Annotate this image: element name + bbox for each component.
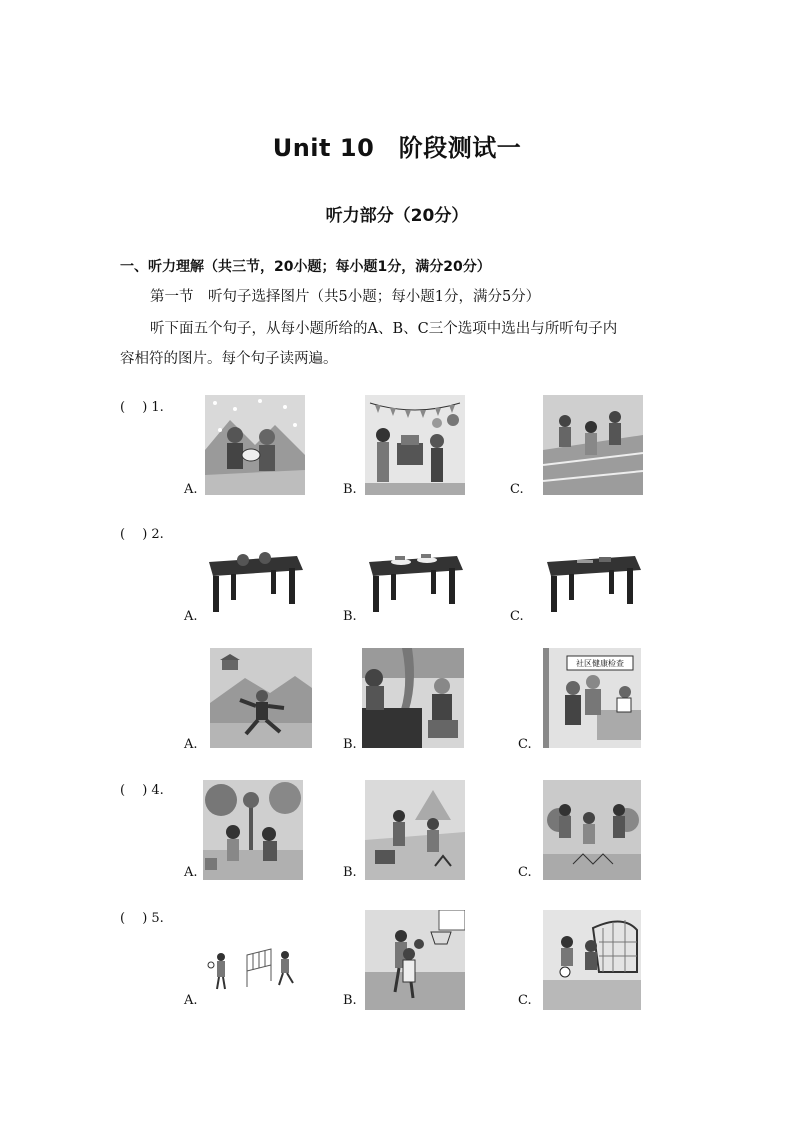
q3-option-b-label: B. xyxy=(343,737,357,752)
q1-picture-b-birthday-party[interactable] xyxy=(365,395,465,495)
q5-picture-a-badminton[interactable] xyxy=(205,945,305,995)
section-heading: 一、听力理解（共三节，20小题；每小题1分，满分20分） xyxy=(120,259,491,275)
q2-option-c-label: C. xyxy=(510,609,524,624)
q3-option-a-label: A. xyxy=(184,737,198,752)
instruction-line-2: 容相符的图片。每个句子读两遍。 xyxy=(120,351,338,367)
q4-picture-b-watering-plants[interactable] xyxy=(365,780,465,880)
q4-option-c-label: C. xyxy=(518,865,532,880)
q4-picture-c-children-garden[interactable] xyxy=(543,780,641,880)
question-2-label: ( ) 2. xyxy=(120,527,164,542)
q2-picture-a-table-apples[interactable] xyxy=(205,550,305,615)
instruction-line-1: 听下面五个句子，从每小题所给的A、B、C三个选项中选出与所听句子内 xyxy=(150,321,618,337)
page-title: Unit 10 阶段测试一 xyxy=(272,134,522,162)
q3-picture-c-health-check[interactable] xyxy=(543,648,641,748)
q4-option-b-label: B. xyxy=(343,865,357,880)
q1-option-b-label: B. xyxy=(343,482,357,497)
q5-option-a-label: A. xyxy=(184,993,198,1008)
q1-option-c-label: C. xyxy=(510,482,524,497)
q2-option-b-label: B. xyxy=(343,609,357,624)
q3-community-sign-text: 社区健康检查 xyxy=(576,659,624,668)
q3-option-c-label: C. xyxy=(518,737,532,752)
q5-option-c-label: C. xyxy=(518,993,532,1008)
q2-picture-b-table-dishes[interactable] xyxy=(365,550,465,615)
q2-picture-c-table-tools[interactable] xyxy=(543,550,643,615)
question-4-label: ( ) 4. xyxy=(120,783,164,798)
q3-picture-a-tai-chi[interactable] xyxy=(210,648,312,748)
q5-option-b-label: B. xyxy=(343,993,357,1008)
part-title: 第一节 听句子选择图片（共5小题；每小题1分，满分5分） xyxy=(150,289,541,305)
q5-picture-c-soccer[interactable] xyxy=(543,910,641,1010)
q1-picture-c-running-race[interactable] xyxy=(543,395,643,495)
question-5-label: ( ) 5. xyxy=(120,911,164,926)
q2-option-a-label: A. xyxy=(184,609,198,624)
q1-picture-a-snowy-scene[interactable] xyxy=(205,395,305,495)
q3-picture-b-opera-tv[interactable] xyxy=(362,648,464,748)
q4-option-a-label: A. xyxy=(184,865,198,880)
question-1-label: ( ) 1. xyxy=(120,400,164,415)
q5-picture-b-basketball[interactable] xyxy=(365,910,465,1010)
section-subtitle: 听力部分（20分） xyxy=(325,206,469,226)
q4-picture-a-planting-tree[interactable] xyxy=(203,780,303,880)
q1-option-a-label: A. xyxy=(184,482,198,497)
